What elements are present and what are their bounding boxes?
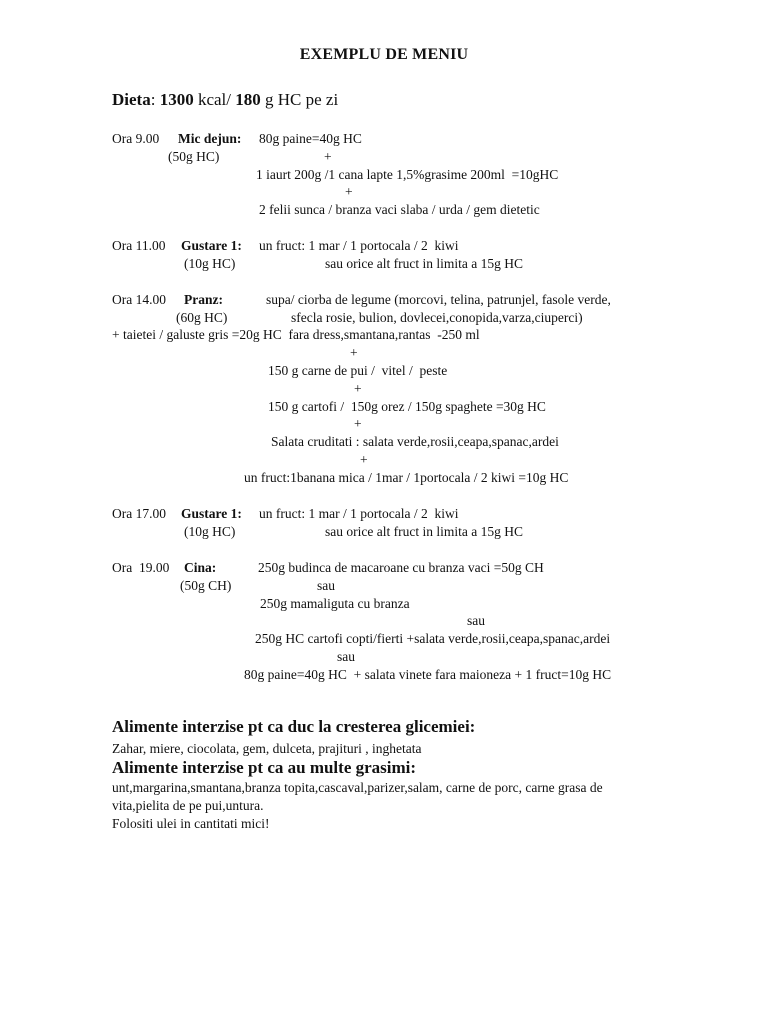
breakfast-plus: + xyxy=(345,184,353,199)
snack1-item: un fruct: 1 mar / 1 portocala / 2 kiwi xyxy=(259,238,459,253)
snack2-name: Gustare 1: xyxy=(181,506,242,521)
breakfast-plus: + xyxy=(324,149,332,164)
diet-kcal-value: 1300 xyxy=(159,90,194,109)
snack2-time: Ora 17.00 xyxy=(112,506,166,521)
breakfast-item: 80g paine=40g HC xyxy=(259,131,362,146)
forbidden-sugar-list: Zahar, miere, ciocolata, gem, dulceta, prajituri , inghetata xyxy=(112,741,422,756)
dinner-name: Cina: xyxy=(184,560,217,575)
page-title: EXEMPLU DE MENIU xyxy=(299,46,469,63)
lunch-item: 150 g carne de pui / vitel / peste xyxy=(268,363,448,378)
snack1-item: sau orice alt fruct in limita a 15g HC xyxy=(325,256,523,271)
lunch-time: Ora 14.00 xyxy=(112,292,166,307)
diet-hc-value: 180 xyxy=(235,90,261,109)
diet-separator: : xyxy=(150,90,160,109)
lunch-plus: + xyxy=(360,452,368,467)
dinner-or: sau xyxy=(467,613,485,628)
lunch-item: 150 g cartofi / 150g orez / 150g spaghete =30g HC xyxy=(268,399,546,414)
oil-note: Folositi ulei in cantitati mici! xyxy=(112,816,270,831)
lunch-item: un fruct:1banana mica / 1mar / 1portocala / 2 kiwi =10g HC xyxy=(244,470,569,485)
snack1-time: Ora 11.00 xyxy=(112,238,166,253)
dinner-hc: (50g CH) xyxy=(180,578,232,593)
breakfast-item: 2 felii sunca / branza vaci slaba / urda / gem dietetic xyxy=(259,202,540,217)
lunch-hc: (60g HC) xyxy=(176,310,228,325)
diet-label: Dieta xyxy=(112,90,151,109)
breakfast-hc: (50g HC) xyxy=(168,149,220,164)
breakfast-item: 1 iaurt 200g /1 cana lapte 1,5%grasime 200ml =10gHC xyxy=(256,167,559,182)
snack2-item: un fruct: 1 mar / 1 portocala / 2 kiwi xyxy=(259,506,459,521)
dinner-item: 80g paine=40g HC + salata vinete fara maioneza + 1 fruct=10g HC xyxy=(244,667,612,682)
snack2-item: sau orice alt fruct in limita a 15g HC xyxy=(325,524,523,539)
breakfast-time: Ora 9.00 xyxy=(112,131,160,146)
dinner-item: 250g mamaliguta cu branza xyxy=(260,596,410,611)
diet-summary xyxy=(112,90,338,110)
snack1-name: Gustare 1: xyxy=(181,238,242,253)
dinner-item: 250g HC cartofi copti/fierti +salata verde,rosii,ceapa,spanac,ardei xyxy=(255,631,611,646)
forbidden-fat-list: unt,margarina,smantana,branza topita,cascaval,parizer,salam, carne de porc, carne grasa de xyxy=(112,780,603,795)
diet-hc-unit: g HC pe zi xyxy=(260,90,339,109)
forbidden-fat-heading: Alimente interzise pt ca au multe grasimi: xyxy=(112,758,417,777)
snack1-hc: (10g HC) xyxy=(184,256,236,271)
lunch-item: sfecla rosie, bulion, dovlecei,conopida,varza,ciuperci) xyxy=(291,310,583,325)
forbidden-sugar-heading: Alimente interzise pt ca duc la cresterea glicemiei: xyxy=(112,717,476,736)
breakfast-name: Mic dejun: xyxy=(178,131,242,146)
lunch-item: + taietei / galuste gris =20g HC fara dress,smantana,rantas -250 ml xyxy=(112,327,480,342)
lunch-name: Pranz: xyxy=(184,292,223,307)
lunch-item: Salata cruditati : salata verde,rosii,ceapa,spanac,ardei xyxy=(271,434,559,449)
diet-kcal-unit: kcal/ xyxy=(193,90,236,109)
lunch-plus: + xyxy=(354,416,362,431)
dinner-or: sau xyxy=(337,649,355,664)
lunch-item: supa/ ciorba de legume (morcovi, telina, patrunjel, fasole verde, xyxy=(266,292,611,307)
snack2-hc: (10g HC) xyxy=(184,524,236,539)
dinner-item: 250g budinca de macaroane cu branza vaci =50g CH xyxy=(258,560,544,575)
forbidden-fat-list: vita,pielita de pe pui,untura. xyxy=(112,798,264,813)
dinner-time: Ora 19.00 xyxy=(112,560,170,575)
dinner-or: sau xyxy=(317,578,335,593)
lunch-plus: + xyxy=(350,345,358,360)
lunch-plus: + xyxy=(354,381,362,396)
